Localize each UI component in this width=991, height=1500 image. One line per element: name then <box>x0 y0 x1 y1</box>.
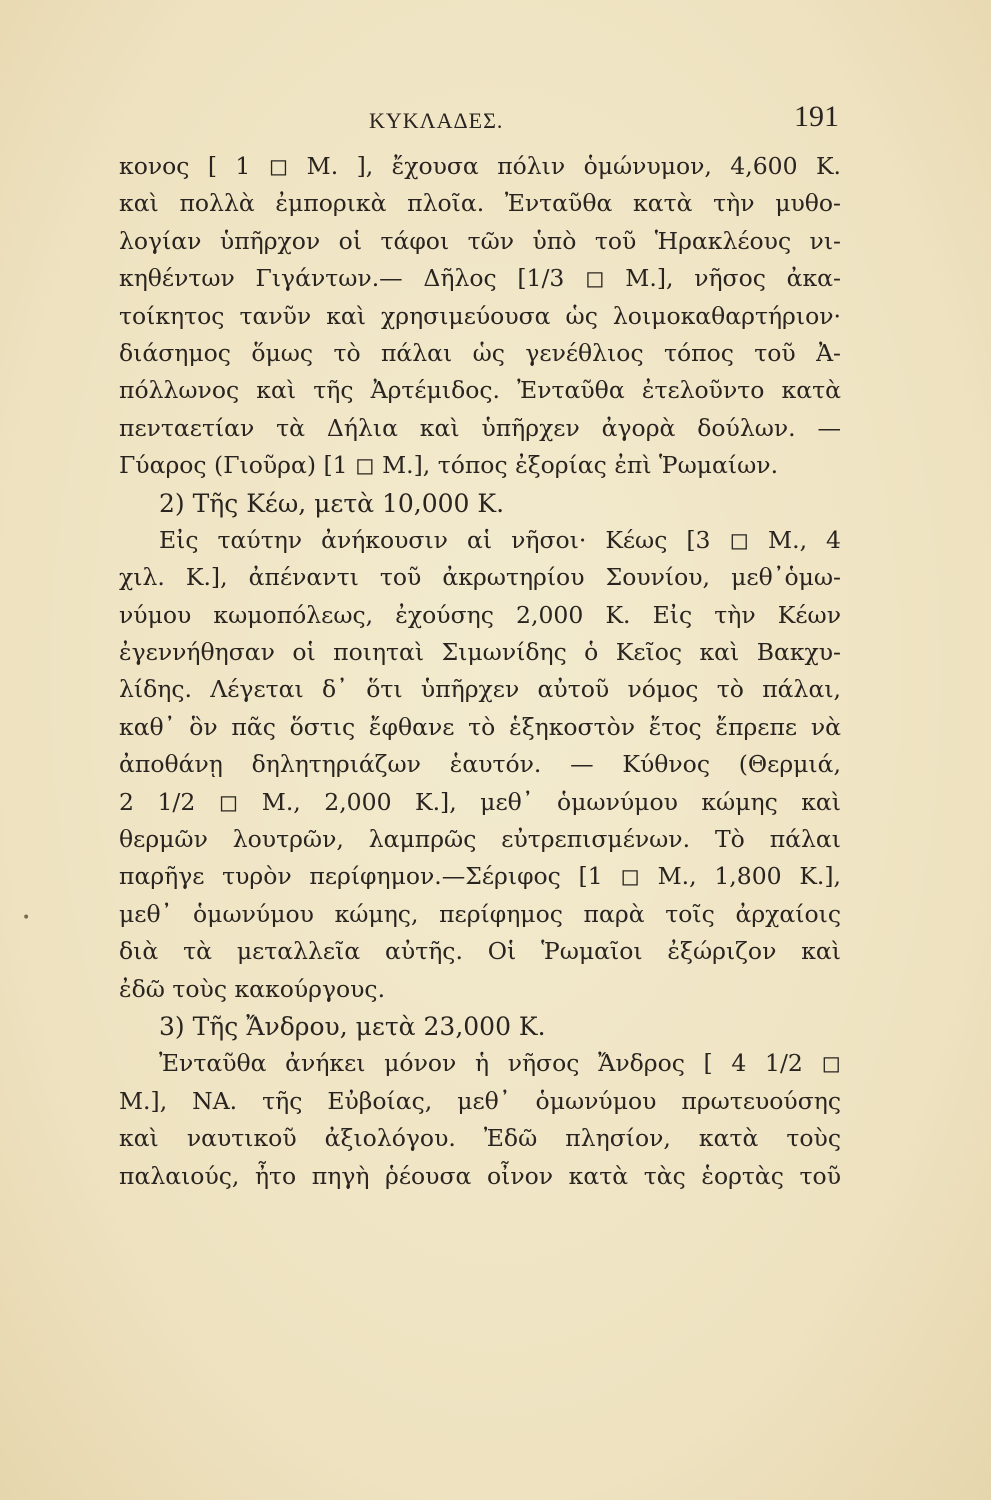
section-heading: 2) Τῆς Κέω, μετὰ 10,000 Κ. <box>159 488 505 518</box>
text-line: ἐδῶ τοὺς κακούργους. <box>119 974 386 1003</box>
text-line: καθ᾽ ὃν πᾶς ὅστις ἔφθανε τὸ ἑξηκοστὸν ἔτος ἔπρεπε νὰ <box>119 712 841 741</box>
text-line: πόλλωνος καὶ τῆς Ἀρτέμιδος. Ἐνταῦθα ἐτελοῦντο κατὰ <box>119 376 841 405</box>
running-title: ΚΥΚΛΑΔΕΣ. <box>369 108 504 133</box>
text-line: παλαιούς, ἦτο πηγὴ ῥέουσα οἶνον κατὰ τὰς ἑορτὰς τοῦ <box>119 1161 841 1190</box>
text-line: διὰ τὰ μεταλλεῖα αὐτῆς. Οἱ Ῥωμαῖοι ἐξώριζον καὶ <box>119 937 841 966</box>
text-line: θερμῶν λουτρῶν, λαμπρῶς εὐτρεπισμένων. Τὸ πάλαι <box>119 825 841 854</box>
text-line: μεθ᾽ ὁμωνύμου κώμης, περίφημος παρὰ τοῖς ἀρχαίοις <box>119 899 841 928</box>
text-line: νύμου κωμοπόλεως, ἐχούσης 2,000 Κ. Εἰς τὴν Κέων <box>119 600 841 629</box>
text-line: πενταετίαν τὰ Δήλια καὶ ὑπῆρχεν ἀγορὰ δούλων. — <box>119 413 841 442</box>
running-head <box>119 100 839 140</box>
text-line: κονος [ 1 ◻ Μ. ], ἔχουσα πόλιν ὁμώνυμον, 4,600 Κ. <box>119 152 841 180</box>
text-line: Μ.], ΝΑ. τῆς Εὐβοίας, μεθ᾽ ὁμωνύμου πρωτευούσης <box>119 1086 841 1115</box>
margin-mark: • <box>22 910 31 926</box>
section-heading: 3) Τῆς Ἄνδρου, μετὰ 23,000 Κ. <box>159 1011 546 1041</box>
text-line: Γύαρος (Γιοῦρα) [1 ◻ Μ.], τόπος ἐξορίας ἐπὶ Ῥωμαίων. <box>119 451 779 480</box>
text-line: λίδης. Λέγεται δ᾽ ὅτι ὑπῆρχεν αὐτοῦ νόμος τὸ πάλαι, <box>119 675 841 704</box>
text-line: διάσημος ὅμως τὸ πάλαι ὡς γενέθλιος τόπος τοῦ Ἀ- <box>119 338 841 367</box>
text-line: χιλ. Κ.], ἀπέναντι τοῦ ἀκρωτηρίου Σουνίου, μεθ᾽ὁμω- <box>119 563 841 592</box>
text-line: 2 1/2 ◻ Μ., 2,000 Κ.], μεθ᾽ ὁμωνύμου κώμης καὶ <box>119 787 841 816</box>
text-line: ἀποθάνῃ δηλητηριάζων ἑαυτόν. — Κύθνος (Θερμιά, <box>119 750 841 779</box>
text-line: ἐγεννήθησαν οἱ ποιηταὶ Σιμωνίδης ὁ Κεῖος καὶ Βακχυ- <box>119 638 841 667</box>
text-line: καὶ πολλὰ ἐμπορικὰ πλοῖα. Ἐνταῦθα κατὰ τὴν μυθο- <box>119 189 841 218</box>
page-number: 191 <box>794 100 839 133</box>
text-line: Ἐνταῦθα ἀνήκει μόνον ἡ νῆσος Ἄνδρος [ 4 1/2 ◻ <box>159 1049 841 1078</box>
text-line: παρῆγε τυρὸν περίφημον.—Σέριφος [1 ◻ Μ., 1,800 Κ.], <box>119 862 841 891</box>
text-line: τοίκητος τανῦν καὶ χρησιμεύουσα ὡς λοιμοκαθαρτήριον· <box>119 301 841 330</box>
text-line: κηθέντων Γιγάντων.— Δῆλος [1/3 ◻ Μ.], νῆσος ἀκα- <box>119 264 841 293</box>
text-line: Εἰς ταύτην ἀνήκουσιν αἱ νῆσοι· Κέως [3 ◻ Μ., 4 <box>159 525 841 554</box>
text-line: καὶ ναυτικοῦ ἀξιολόγου. Ἐδῶ πλησίον, κατὰ τοὺς <box>119 1124 841 1153</box>
text-line: λογίαν ὑπῆρχον οἱ τάφοι τῶν ὑπὸ τοῦ Ἡρακλέους νι- <box>119 226 841 255</box>
body-text <box>119 148 841 1195</box>
